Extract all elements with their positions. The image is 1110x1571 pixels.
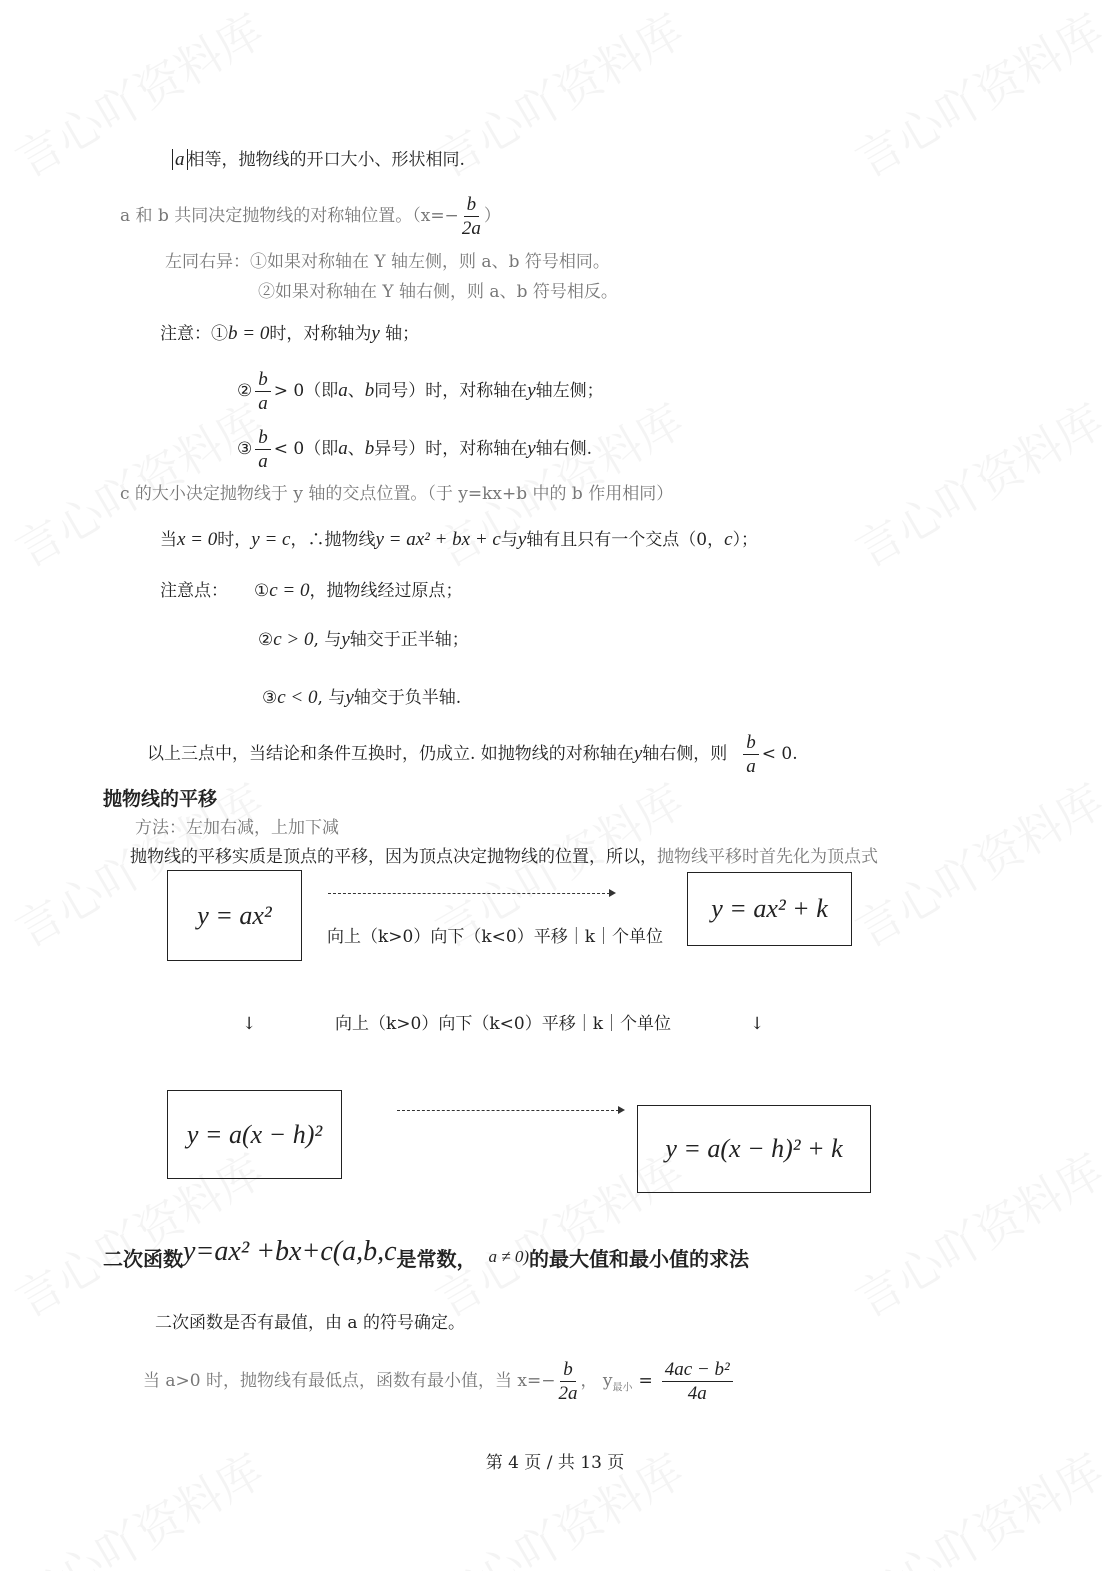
text-line xyxy=(258,630,469,649)
math: y xyxy=(633,743,643,764)
text: ② xyxy=(258,630,274,650)
text: 当 a>0 时，抛物线有最低点，函数有最小值，当 x=− xyxy=(143,1371,556,1391)
text-line xyxy=(237,428,592,471)
math: y xyxy=(527,380,536,401)
formula-box: y = a(x − h)² xyxy=(167,1090,342,1179)
denominator: a xyxy=(258,451,268,472)
math: y xyxy=(371,323,380,344)
math: a ≠ 0) xyxy=(488,1247,530,1266)
text: ）； xyxy=(732,530,759,550)
text: 抛物线平移时首先化为顶点式 xyxy=(657,847,878,867)
text: 、 xyxy=(347,439,365,459)
math: a xyxy=(338,380,348,401)
section-heading xyxy=(103,1238,749,1269)
text: 当 xyxy=(160,530,177,550)
text: 异号）时，对称轴在 xyxy=(374,439,528,459)
text-line: 左同右异：①如果对称轴在 Y 轴左侧，则 a、b 符号相同。 xyxy=(165,252,610,272)
text-line: c 的大小决定抛物线于 y 轴的交点位置。（于 y=kx+b 中的 b 作用相同） xyxy=(120,484,674,504)
numerator: b xyxy=(464,195,480,217)
math: y = c xyxy=(251,529,291,550)
text: ， y xyxy=(580,1371,613,1391)
text: 轴交于正半轴； xyxy=(349,630,469,650)
subscript: 最小 xyxy=(612,1382,633,1394)
text: < 0（即 xyxy=(273,439,339,459)
text: 抛物线的平移实质是顶点的平移，因为顶点决定抛物线的位置，所以， xyxy=(130,847,657,867)
math: y = ax² + bx + c xyxy=(375,529,501,550)
math: y xyxy=(517,529,527,550)
math: c < 0 xyxy=(277,687,318,708)
text: 轴； xyxy=(379,324,420,344)
page-footer: 第 4 页 / 共 13 页 xyxy=(485,1453,625,1473)
text-line xyxy=(172,150,465,169)
dashed-arrow xyxy=(397,1110,619,1111)
text: ，∴抛物线 xyxy=(290,530,376,550)
math: a xyxy=(338,438,348,459)
text: 时， xyxy=(217,530,252,550)
text-line xyxy=(237,370,604,413)
watermark xyxy=(2,385,274,580)
numerator: b xyxy=(560,1360,576,1382)
text: 同号）时，对称轴在 xyxy=(374,381,528,401)
text: ③ xyxy=(237,439,253,459)
text: 轴左侧； xyxy=(535,381,604,401)
down-arrow-icon: ↓ xyxy=(242,1014,257,1034)
text-line: 方法：左加右减，上加下减 xyxy=(135,818,339,838)
text: ② xyxy=(237,381,253,401)
numerator: b xyxy=(743,733,759,755)
arrow-label: 向上（k>0）向下（k<0）平移｜k｜个单位 xyxy=(327,927,664,947)
text: 轴右侧，则 xyxy=(642,744,728,764)
text: ③ xyxy=(262,688,278,708)
text: ） xyxy=(483,206,501,226)
numerator: b xyxy=(255,370,271,392)
watermark xyxy=(842,0,1110,191)
text: ① xyxy=(254,581,270,601)
text: = xyxy=(638,1371,653,1391)
text: a 和 b 共同决定抛物线的对称轴位置。（x=− xyxy=(120,206,459,226)
denominator: a xyxy=(746,756,756,777)
text: 与 xyxy=(500,530,518,550)
text-line xyxy=(160,581,463,600)
text: 相等，抛物线的开口大小、形状相同. xyxy=(187,150,465,170)
text-line: ②如果对称轴在 Y 轴右侧，则 a、b 符号相反。 xyxy=(258,282,618,302)
text: 、 xyxy=(347,381,365,401)
math: c xyxy=(724,529,733,550)
text: 轴交于负半轴. xyxy=(353,688,462,708)
watermark xyxy=(422,385,694,580)
math-abs-a: a xyxy=(172,149,188,170)
text-line xyxy=(120,195,501,238)
text-line xyxy=(160,530,758,549)
text: 的最大值和最小值的求法 xyxy=(529,1247,750,1271)
math: y xyxy=(345,687,354,708)
text: 时，对称轴为 xyxy=(269,324,372,344)
math: b = 0 xyxy=(228,323,270,344)
numerator: 4ac − b² xyxy=(662,1360,733,1382)
math: b xyxy=(364,438,375,459)
math: x = 0 xyxy=(177,529,218,550)
math: y xyxy=(527,438,536,459)
math: y=ax² +bx+c(a,b,c xyxy=(183,1236,397,1267)
text: 二次函数 xyxy=(103,1247,183,1271)
numerator: b xyxy=(255,428,271,450)
denominator: 4a xyxy=(687,1383,707,1404)
text-line xyxy=(147,733,798,776)
text: > 0（即 xyxy=(273,381,339,401)
denominator: 2a xyxy=(461,218,481,239)
text: 轴右侧. xyxy=(535,439,593,459)
text-line xyxy=(160,324,419,343)
formula-box: y = a(x − h)² + k xyxy=(637,1105,871,1193)
denominator: 2a xyxy=(558,1383,578,1404)
text-line xyxy=(262,688,461,707)
text: ，抛物线经过原点； xyxy=(309,581,463,601)
text: 轴有且只有一个交点（0， xyxy=(526,530,725,550)
text: 注意点： xyxy=(160,581,228,601)
text: , 与 xyxy=(317,688,346,708)
text: , 与 xyxy=(313,630,342,650)
math: c > 0 xyxy=(273,629,314,650)
math: c = 0 xyxy=(269,580,310,601)
formula-box: y = ax² + k xyxy=(687,872,852,946)
watermark xyxy=(842,765,1110,960)
text: 以上三点中，当结论和条件互换时，仍成立. 如抛物线的对称轴在 xyxy=(147,744,634,764)
math: y xyxy=(341,629,350,650)
text-line: 二次函数是否有最值，由 a 的符号确定。 xyxy=(155,1313,465,1333)
section-heading: 抛物线的平移 xyxy=(103,788,218,810)
text: < 0. xyxy=(761,744,798,764)
text: 是常数， xyxy=(396,1247,477,1271)
dashed-arrow xyxy=(328,893,610,894)
math: b xyxy=(364,380,375,401)
formula-box: y = ax² xyxy=(167,870,302,961)
text-line xyxy=(143,1360,736,1403)
arrow-label: 向上（k>0）向下（k<0）平移｜k｜个单位 xyxy=(335,1014,672,1034)
denominator: a xyxy=(258,393,268,414)
down-arrow-icon: ↓ xyxy=(750,1014,765,1034)
watermark xyxy=(842,385,1110,580)
text: 注意：① xyxy=(160,324,228,344)
text-line xyxy=(130,849,878,866)
watermark xyxy=(842,1135,1110,1330)
